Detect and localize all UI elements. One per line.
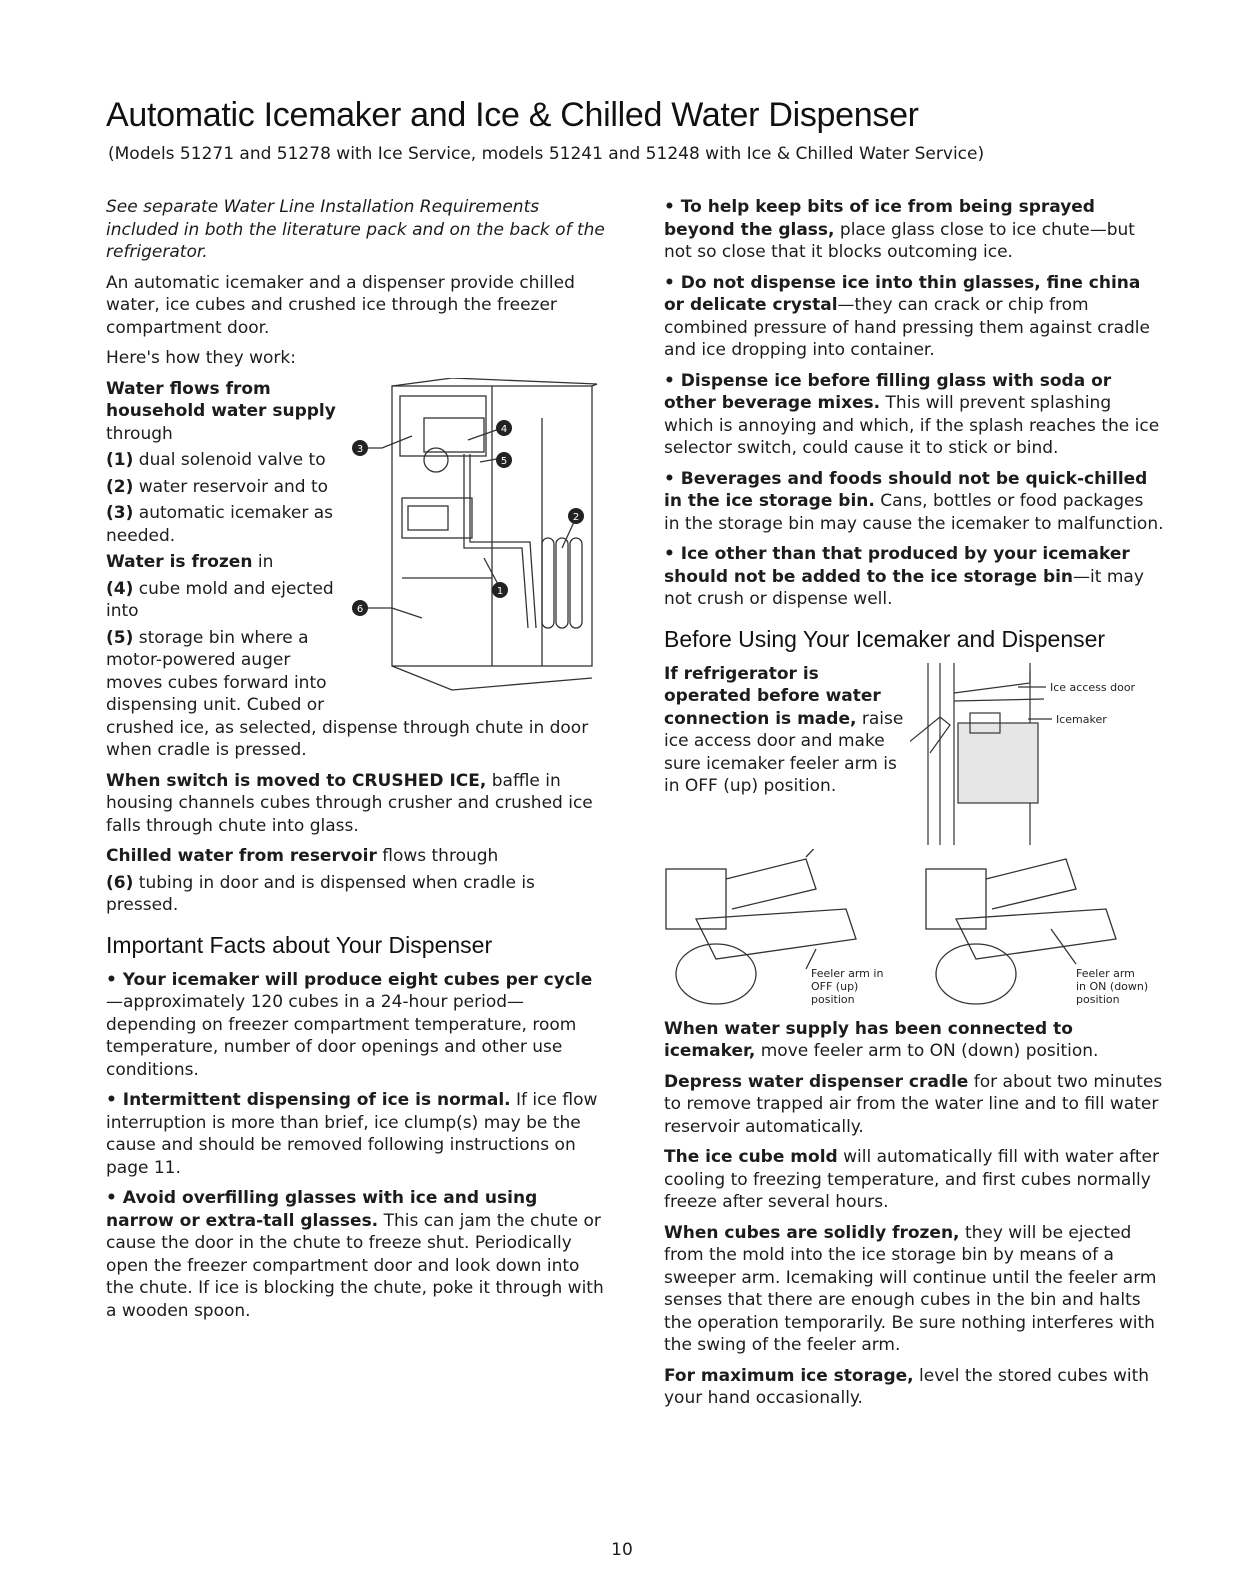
- diagram-label-5: 5: [500, 455, 508, 467]
- step-2-text: water reservoir and to: [138, 476, 329, 497]
- depress-cradle-rest: for about two minutes to remove trapped air from the water line and to fill water reservoir automatically.: [664, 1071, 1163, 1137]
- frozen-rest: in: [257, 552, 274, 572]
- fact-intermittent-rest: If ice flow interruption is more than brief, ice clump(s) may be the cause and should be removed following instructions on page 11.: [106, 1090, 598, 1178]
- feeler-arm-positions-diagram: [656, 849, 1176, 1014]
- step-3-text: automatic icemaker as needed.: [106, 503, 334, 546]
- page-title: Automatic Icemaker and Ice & Chilled Water Dispenser: [106, 96, 919, 134]
- step-3-number: (3): [106, 503, 134, 523]
- page-number: 10: [611, 1540, 633, 1560]
- fact-overfilling-bold: • Avoid overfilling glasses with ice and using narrow or extra-tall glasses.: [106, 1188, 538, 1231]
- tip-spraying: [664, 196, 1164, 264]
- feeler-arm-off-label-2: OFF (up): [811, 979, 859, 993]
- feeler-arm-off-label-3: position: [811, 992, 855, 1006]
- max-storage-paragraph: [664, 1365, 1164, 1410]
- icemaker-label: Icemaker: [1056, 712, 1107, 726]
- chilled-water-bold: Chilled water from reservoir: [106, 846, 377, 866]
- diagram-label-1: 1: [496, 585, 504, 597]
- ice-access-door-diagram: [910, 663, 1186, 845]
- tip-other-ice-rest: —it may not crush or dispense well.: [664, 566, 1144, 609]
- feeler-arm-on-label-2: in ON (down): [1076, 979, 1149, 993]
- ice-access-door-label: Ice access door: [1050, 680, 1136, 694]
- diagram-label-6: 6: [356, 603, 364, 615]
- step-6-text: tubing in door and is dispensed when cradle is pressed.: [106, 872, 535, 915]
- tip-soda-rest: This will prevent splashing which is annoying and which, if the splash reaches the ice selector switch, could cause it to stick or bind.: [664, 393, 1160, 458]
- intro-italic: See separate Water Line Installation Requirements included in both the literature pack and on the back of the refrigerator.: [106, 197, 605, 262]
- crushed-ice-rest: baffle in housing channels cubes through crusher and crushed ice falls through chute into glass.: [106, 770, 593, 836]
- tip-quick-chill-bold: • Beverages and foods should not be quick-chilled in the ice storage bin.: [664, 468, 1148, 511]
- before-operated-rest: raise ice access door and make sure icemaker feeler arm is in OFF (up) position.: [664, 708, 904, 796]
- water-flows-rest: through: [106, 423, 173, 444]
- cubes-frozen-rest: they will be ejected from the mold into the ice storage bin by means of a sweeper arm. Icemaking will continue until the feeler arm senses that there are enough cubes in the bin and halts the operation temporarily. Be sure nothing interferes with the swing of the feeler arm.: [664, 1222, 1157, 1355]
- important-facts-heading: Important Facts about Your Dispenser: [106, 931, 493, 958]
- cubes-frozen-bold: When cubes are solidly frozen,: [664, 1222, 960, 1243]
- water-connected-rest: move feeler arm to ON (down) position.: [760, 1041, 1099, 1061]
- fact-eight-cubes-bold: • Your icemaker will produce eight cubes per cycle: [106, 969, 593, 990]
- before-operated-bold: If refrigerator is operated before water connection is made,: [664, 663, 881, 729]
- step-4-number: (4): [106, 578, 134, 599]
- ice-cube-mold-paragraph: [664, 1146, 1164, 1214]
- before-using-heading: Before Using Your Icemaker and Dispenser: [664, 625, 1106, 652]
- step-5-text: storage bin where a motor-powered auger moves cubes forward into dispensing unit. Cubed or crushed ice, as selected, dispense through chute in door when cradle is pressed.: [106, 627, 589, 760]
- step-2-number: (2): [106, 476, 134, 497]
- how-it-works: Here's how they work:: [106, 348, 296, 368]
- feeler-arm-on-label-1: Feeler arm: [1076, 966, 1135, 980]
- diagram-label-2: 2: [572, 511, 580, 523]
- diagram-label-4: 4: [500, 423, 508, 435]
- max-storage-rest: level the stored cubes with your hand occasionally.: [664, 1365, 1150, 1408]
- diagram-label-3: 3: [356, 443, 364, 455]
- tip-other-ice-bold: • Ice other than that produced by your icemaker should not be added to the ice storage bin: [664, 544, 1130, 587]
- frozen-bold: Water is frozen: [106, 552, 253, 572]
- fact-intermittent-bold: • Intermittent dispensing of ice is normal.: [106, 1090, 511, 1110]
- step-5-number: (5): [106, 627, 134, 648]
- feeler-arm-off-label-1: Feeler arm in: [811, 966, 884, 980]
- crushed-ice-paragraph: [106, 770, 606, 838]
- tip-thin-glasses-bold: • Do not dispense ice into thin glasses, fine china or delicate crystal: [664, 272, 1141, 315]
- tip-soda: [664, 370, 1164, 460]
- left-column: [106, 196, 606, 1330]
- step-4-text: cube mold and ejected into: [106, 578, 334, 621]
- fact-eight-cubes: [106, 969, 606, 1082]
- water-connected-bold: When water supply has been connected to icemaker,: [664, 1018, 1073, 1061]
- step-1-number: (1): [106, 450, 134, 470]
- chilled-water-rest: flows through: [382, 846, 499, 866]
- chilled-water-paragraph: [106, 845, 606, 868]
- tip-spraying-bold: • To help keep bits of ice from being sprayed beyond the glass,: [664, 197, 1095, 240]
- tip-other-ice: [664, 543, 1164, 611]
- fact-overfilling-rest: This can jam the chute or cause the door in the chute to freeze shut. Periodically open the freezer compartment door and look down into the chute. If ice is blocking the chute, poke it through with a wooden spoon.: [106, 1210, 604, 1321]
- tip-soda-bold: • Dispense ice before filling glass with soda or other beverage mixes.: [664, 370, 1112, 413]
- tip-quick-chill: [664, 468, 1164, 536]
- fact-eight-cubes-rest: —approximately 120 cubes in a 24-hour period—depending on freezer compartment temperature, room temperature, number of door openings and other use conditions.: [106, 992, 577, 1080]
- fact-intermittent: [106, 1089, 606, 1179]
- tip-quick-chill-rest: Cans, bottles or food packages in the storage bin may cause the icemaker to malfunction.: [664, 491, 1164, 534]
- depress-cradle-paragraph: [664, 1071, 1164, 1139]
- tip-spraying-rest: place glass close to ice chute—but not so close that it blocks outcoming ice.: [664, 219, 1135, 262]
- water-flows-bold: Water flows from household water supply: [106, 378, 336, 421]
- intro-paragraph: An automatic icemaker and a dispenser provide chilled water, ice cubes and crushed ice through the freezer compartment door.: [106, 272, 575, 338]
- max-storage-bold: For maximum ice storage,: [664, 1365, 914, 1386]
- depress-cradle-bold: Depress water dispenser cradle: [664, 1071, 969, 1092]
- page-subtitle: (Models 51271 and 51278 with Ice Service, models 51241 and 51248 with Ice & Chilled Water Service): [108, 144, 985, 164]
- step-6: [106, 872, 606, 917]
- ice-cube-mold-bold: The ice cube mold: [664, 1147, 838, 1167]
- step-6-number: (6): [106, 872, 134, 893]
- right-column: [664, 196, 1164, 1418]
- crushed-ice-bold: When switch is moved to CRUSHED ICE,: [106, 770, 487, 791]
- fact-overfilling: [106, 1187, 606, 1322]
- cubes-frozen-paragraph: [664, 1222, 1164, 1357]
- step-1-text: dual solenoid valve to: [138, 450, 326, 470]
- refrigerator-water-system-diagram: [352, 378, 606, 696]
- ice-cube-mold-rest: will automatically fill with water after cooling to freezing temperature, and first cubes normally freeze after several hours.: [664, 1147, 1159, 1212]
- tip-thin-glasses: [664, 272, 1164, 362]
- feeler-arm-on-label-3: position: [1076, 992, 1120, 1006]
- water-connected-paragraph: [664, 1018, 1164, 1063]
- tip-thin-glasses-rest: —they can crack or chip from combined pressure of hand pressing them against cradle and ice dropping into container.: [664, 295, 1150, 360]
